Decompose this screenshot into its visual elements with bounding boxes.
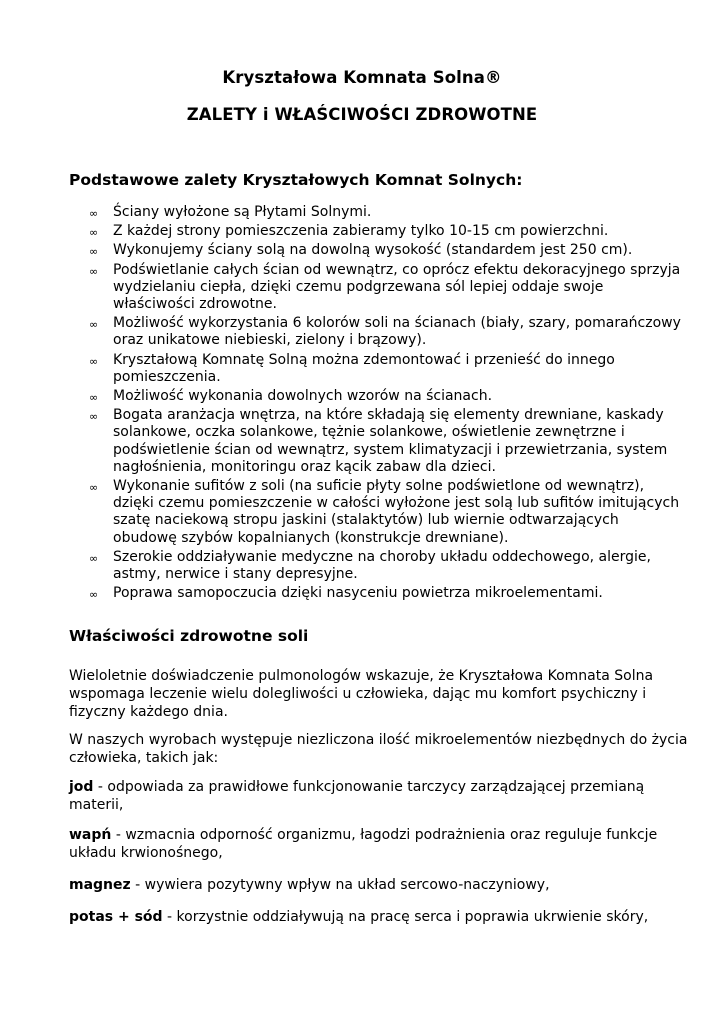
- list-item: [0, 478, 724, 547]
- infinity-bullet-icon: ∞: [89, 354, 99, 368]
- infinity-bullet-icon: ∞: [89, 207, 99, 220]
- list-item-text: Możliwość wykorzystania 6 kolorów soli na ścianach (biały, szary, pomarańczowy oraz unikatowe niebieski, zielony i brązowy).: [113, 315, 681, 349]
- infinity-bullet-icon: ∞: [89, 264, 99, 278]
- intro-paragraph: Wieloletnie doświadczenie pulmonologów wskazuje, że Kryształowa Komnata Solna wspomaga leczenie wielu dolegliwości u człowieka, dając mu komfort psychiczny i fizyczny każdego dnia.: [69, 668, 654, 720]
- microelements-intro-paragraph: W naszych wyrobach występuje niezliczona ilość mikroelementów niezbędnych do życia człowieka, takich jak:: [69, 732, 688, 766]
- benefits-list: [0, 204, 724, 604]
- list-item-text: Wykonanie sufitów z soli (na suficie płyty solne podświetlone od wewnątrz), dzięki czemu pomieszczenie w całości wyłożone jest solą lub sufitów imitujących szatę naciekową stropu jaskini (stalaktytów) lub wiernie odtwarzających obudowę szybów kopalnianych (konstrukcje drewniane).: [113, 478, 680, 546]
- list-item-text: Ściany wyłożone są Płytami Solnymi.: [113, 204, 372, 220]
- element-name: jod: [69, 779, 94, 795]
- infinity-bullet-icon: ∞: [89, 226, 99, 240]
- list-item-text: Wykonujemy ściany solą na dowolną wysokość (standardem jest 250 cm).: [113, 242, 633, 259]
- list-item: [0, 315, 724, 349]
- infinity-bullet-icon: ∞: [89, 588, 99, 602]
- infinity-bullet-icon: ∞: [89, 410, 99, 424]
- infinity-bullet-icon: ∞: [89, 481, 99, 495]
- list-item-text: Z każdej strony pomieszczenia zabieramy tylko 10-15 cm powierzchni.: [113, 223, 609, 240]
- list-item: [0, 388, 724, 405]
- element-name: potas + sód: [69, 909, 163, 925]
- element-paragraph-wapn: [69, 826, 689, 862]
- infinity-bullet-icon: ∞: [89, 318, 99, 332]
- section-heading-health: Właściwości zdrowotne soli: [69, 627, 309, 645]
- list-item: [0, 223, 724, 240]
- list-item-text: Możliwość wykonania dowolnych wzorów na ścianach.: [113, 388, 493, 405]
- element-description: - korzystnie oddziaływują na pracę serca i poprawia ukrwienie skóry,: [162, 909, 649, 925]
- element-paragraph-potas-sod: [69, 908, 689, 926]
- list-item: [0, 262, 724, 314]
- document-subtitle: ZALETY i WŁAŚCIWOŚCI ZDROWOTNE: [186, 105, 538, 124]
- infinity-bullet-icon: ∞: [89, 245, 99, 259]
- section-heading-benefits: Podstawowe zalety Kryształowych Komnat Solnych:: [69, 171, 523, 189]
- infinity-bullet-icon: ∞: [89, 391, 99, 405]
- element-description: - wzmacnia odporność organizmu, łagodzi podrażnienia oraz reguluje funkcje układu krwionośnego,: [69, 827, 658, 861]
- list-item-text: Szerokie oddziaływanie medyczne na choroby układu oddechowego, alergie, astmy, nerwice i stany depresyjne.: [113, 548, 651, 583]
- infinity-bullet-icon: ∞: [89, 551, 99, 565]
- list-item: [0, 585, 724, 602]
- list-item-text: Kryształową Komnatę Solną można zdemontować i przenieść do innego pomieszczenia.: [113, 351, 615, 385]
- element-paragraph-magnez: [69, 876, 689, 894]
- element-description: - odpowiada za prawidłowe funkcjonowanie tarczycy zarządzającej przemianą materii,: [69, 779, 645, 813]
- list-item-text: Poprawa samopoczucia dzięki nasyceniu powietrza mikroelementami.: [113, 585, 603, 602]
- list-item: [0, 407, 724, 476]
- list-item: [0, 204, 724, 221]
- list-item: [0, 352, 724, 386]
- list-item-text: Bogata aranżacja wnętrza, na które składają się elementy drewniane, kaskady solankowe, oczka solankowe, tężnie solankowe, oświetlenie zewnętrzne i podświetlenie ścian od wewnątrz, system klimatyzacji i przewietrzania, system nagłośnienia, monitoringu oraz kącik zabaw dla dzieci.: [113, 407, 668, 475]
- element-description: - wywiera pozytywny wpływ na układ sercowo-naczyniowy,: [130, 877, 550, 893]
- list-item: [0, 242, 724, 259]
- element-name: magnez: [69, 877, 131, 893]
- element-paragraph-jod: [69, 778, 689, 814]
- element-name: wapń: [69, 827, 112, 843]
- document-title: Kryształowa Komnata Solna®: [222, 68, 502, 87]
- list-item: [0, 549, 724, 583]
- list-item-text: Podświetlanie całych ścian od wewnątrz, co oprócz efektu dekoracyjnego sprzyja wydzielaniu ciepła, dzięki czemu podgrzewana sól lepiej oddaje swoje właściwości zdrowotne.: [113, 261, 681, 313]
